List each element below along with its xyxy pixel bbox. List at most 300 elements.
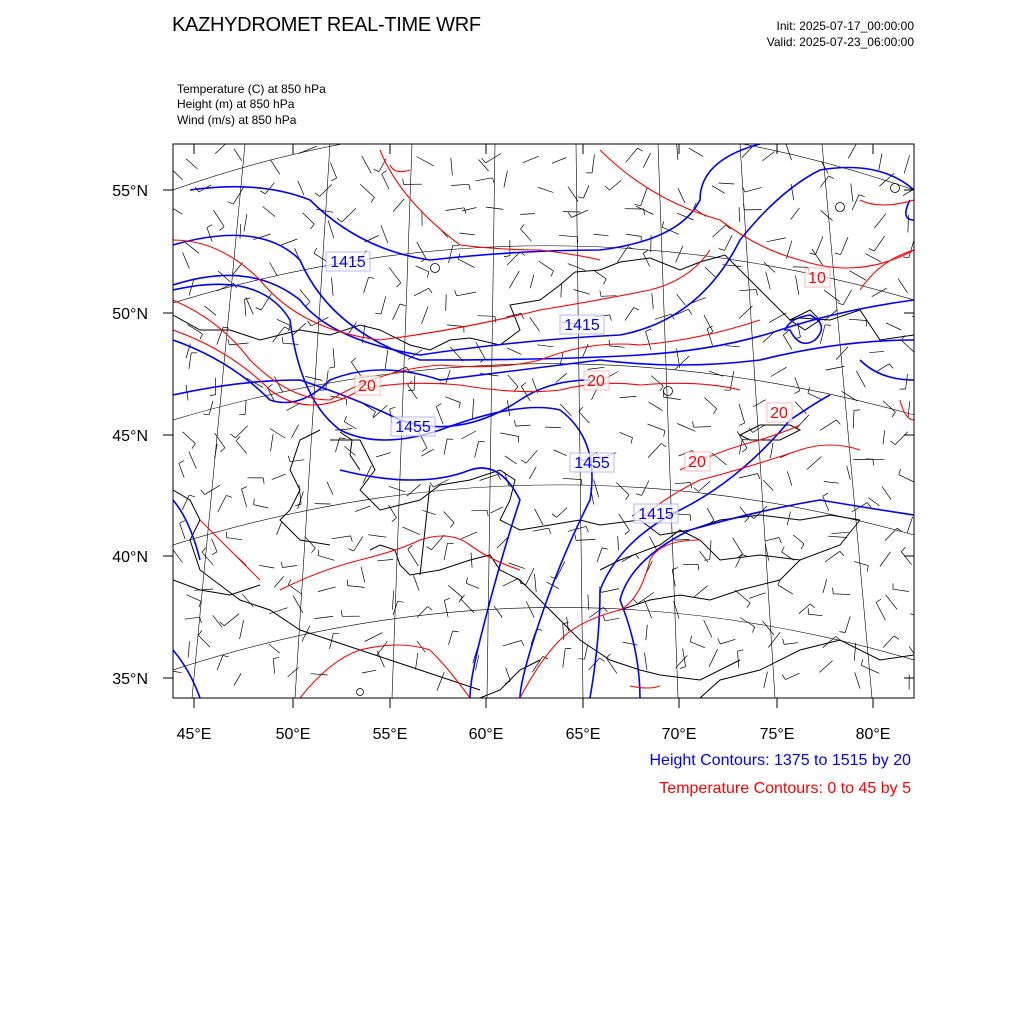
wind-barb <box>526 568 534 585</box>
wind-barb <box>509 563 525 569</box>
wind-barb-flag <box>192 444 195 449</box>
lat-label: 50°N <box>112 306 148 323</box>
wind-barb <box>694 586 707 597</box>
wind-barb-flag <box>713 409 716 414</box>
wind-barb <box>229 343 248 345</box>
lon-label: 75°E <box>759 726 795 743</box>
wind-barb <box>480 474 498 480</box>
wind-barb <box>461 532 477 539</box>
wind-barb <box>766 272 771 290</box>
wind-barb-flag <box>210 395 216 396</box>
wind-barb <box>649 402 663 410</box>
wind-barb-flag <box>450 523 454 528</box>
wind-barb <box>273 659 274 674</box>
wind-barb <box>393 199 404 212</box>
field-wind-label: Wind (m/s) at 850 hPa <box>177 113 297 127</box>
wind-barb <box>461 431 476 439</box>
wind-barb-flag <box>782 675 785 680</box>
wind-barb <box>355 506 370 512</box>
wind-barb-flag <box>273 657 279 658</box>
wind-barb <box>209 401 213 415</box>
wind-barb <box>290 460 304 462</box>
wind-barb <box>823 579 827 593</box>
wind-barb <box>246 297 253 314</box>
wind-barb-flag <box>179 461 184 464</box>
wind-barb-flag <box>398 601 404 602</box>
wind-barb-flag <box>604 279 607 284</box>
wind-barb <box>277 319 290 325</box>
wind-barb <box>767 238 786 242</box>
wind-barb <box>269 644 280 653</box>
wind-barb-flag <box>430 482 434 487</box>
wind-barb <box>739 290 756 291</box>
wind-barbs <box>162 140 930 690</box>
wind-barb <box>787 471 792 485</box>
wind-barb-flag <box>427 547 432 550</box>
wind-barb-flag <box>469 184 470 190</box>
wind-barb-flag <box>586 526 588 532</box>
wind-barb-flag <box>600 658 605 661</box>
wind-barb <box>820 420 836 430</box>
wind-barb <box>281 239 297 245</box>
wind-barb <box>674 539 689 540</box>
wind-barb-flag <box>691 483 692 489</box>
wind-barb <box>433 480 448 488</box>
wind-barb-flag <box>901 547 905 551</box>
wind-barb <box>828 536 847 537</box>
wind-barb <box>274 576 283 587</box>
wind-barb <box>437 672 444 690</box>
height-contour-label: 1455 <box>574 455 610 472</box>
wind-barb <box>393 304 400 320</box>
wind-barb <box>298 181 304 196</box>
wind-barb <box>664 397 681 400</box>
wind-barb-flag <box>810 604 815 608</box>
wind-barb-flag <box>514 387 518 392</box>
wind-barb <box>287 403 301 410</box>
wind-barb <box>535 574 537 592</box>
wind-barb <box>883 636 894 648</box>
wind-barb <box>362 156 372 174</box>
wind-barb-flag <box>892 412 895 417</box>
wind-barb <box>213 615 222 627</box>
wind-barb <box>183 432 196 444</box>
wind-barb <box>271 434 274 451</box>
wind-barb-flag <box>894 636 899 639</box>
wind-barb <box>812 249 823 265</box>
wind-barb-flag <box>487 510 488 516</box>
wind-barb <box>677 294 686 305</box>
wind-barb <box>594 480 599 498</box>
wind-barb <box>361 567 365 583</box>
wind-barb <box>914 509 927 522</box>
wind-barb <box>476 342 485 359</box>
wind-barb-flag <box>369 277 375 278</box>
wind-barb-flag <box>662 221 664 227</box>
wind-barb-flag <box>198 631 202 636</box>
wind-barb <box>561 283 562 298</box>
wind-barb-flag <box>289 325 291 331</box>
wind-barb-flag <box>318 550 319 556</box>
wind-barb <box>217 656 223 671</box>
wind-barb <box>719 183 735 184</box>
wind-barb <box>368 535 387 538</box>
wind-barb-flag <box>636 494 642 496</box>
wind-barb <box>704 620 712 638</box>
wind-barb-flag <box>341 610 342 616</box>
wind-barb-flag <box>693 421 694 427</box>
wind-barb-flag <box>228 202 234 204</box>
wind-barb <box>444 600 448 617</box>
wind-barb-flag <box>890 441 895 445</box>
wind-barb <box>364 277 369 293</box>
wind-barb-flag <box>689 309 692 314</box>
wind-barb <box>909 240 914 258</box>
wind-barb <box>676 246 683 262</box>
wind-barb <box>883 430 885 444</box>
wind-barb <box>166 204 183 214</box>
wind-barb <box>843 290 851 305</box>
wind-barb <box>842 391 858 401</box>
wind-barb <box>885 528 897 540</box>
wind-barb <box>381 296 386 314</box>
wind-barb-flag <box>429 288 433 293</box>
wind-barb <box>259 565 274 568</box>
wind-barb <box>899 475 914 482</box>
wind-barb <box>557 508 568 518</box>
wind-barb <box>187 324 202 334</box>
temperature-contours-note: Temperature Contours: 0 to 45 by 5 <box>659 780 911 797</box>
wind-barb <box>318 587 336 592</box>
wind-barb <box>330 163 336 178</box>
wind-barb <box>202 552 214 565</box>
wind-barb <box>520 214 535 215</box>
wind-barb-flag <box>482 158 486 163</box>
wind-barb <box>332 278 334 296</box>
wind-barb <box>795 377 800 391</box>
wind-barb <box>377 559 393 561</box>
wind-barb <box>240 620 244 639</box>
wind-barb <box>771 367 787 376</box>
wind-barb-flag <box>311 548 315 553</box>
wind-barb <box>417 157 434 166</box>
wind-barb <box>583 185 589 198</box>
temperature-contour-label: 10 <box>808 270 826 287</box>
wind-barb <box>327 482 333 495</box>
wind-barb <box>179 463 184 477</box>
wind-barb <box>162 669 182 672</box>
wind-barb-flag <box>455 290 457 296</box>
wind-barb <box>530 317 540 331</box>
wind-barb <box>236 441 247 454</box>
wind-barb-flag <box>747 603 750 608</box>
wind-barb-flag <box>690 515 691 521</box>
valid-time: Valid: 2025-07-23_06:00:00 <box>766 35 914 49</box>
wind-barb <box>850 271 866 281</box>
wind-barb <box>585 645 588 659</box>
wind-barb-flag <box>568 212 571 217</box>
wind-barb <box>906 374 908 389</box>
wind-barb <box>274 376 283 392</box>
wind-barb-flag <box>200 334 203 339</box>
wind-barb <box>876 603 885 621</box>
wind-barb-flag <box>779 538 781 544</box>
wind-barb <box>413 575 419 590</box>
wind-barb <box>332 536 351 539</box>
wind-barb-flag <box>408 381 413 385</box>
wind-barb-flag <box>631 438 633 444</box>
wind-barb <box>414 376 415 391</box>
wind-barb-flag <box>212 552 217 555</box>
wind-barb-flag <box>453 631 459 632</box>
wind-barb-flag <box>606 654 610 658</box>
wind-barb <box>907 517 913 533</box>
wind-barb <box>277 522 282 535</box>
wind-barb <box>836 347 848 360</box>
wind-barb-flag <box>664 431 665 437</box>
wind-barb <box>880 552 891 567</box>
wind-barb <box>709 649 718 667</box>
wind-barb-flag <box>579 659 585 660</box>
wind-barb-flag <box>444 598 450 600</box>
wind-barb <box>594 270 607 279</box>
wind-barb <box>841 237 849 254</box>
wind-barb <box>244 214 247 231</box>
wind-barb <box>521 229 532 241</box>
wind-barb <box>825 551 840 562</box>
wind-barb <box>638 592 654 603</box>
wind-barb <box>704 398 716 409</box>
wind-barb <box>700 551 709 562</box>
wind-barb <box>735 590 750 603</box>
wind-barb-flag <box>226 495 232 497</box>
wind-barb <box>494 606 502 618</box>
wind-barb <box>674 601 680 619</box>
wind-barb <box>526 602 534 618</box>
wind-barb <box>796 276 799 295</box>
wind-barb <box>351 362 361 376</box>
wind-barb <box>242 594 253 607</box>
wind-barb <box>320 184 332 196</box>
wind-barb <box>473 399 474 418</box>
wind-barb <box>764 262 775 272</box>
wind-barb <box>533 528 549 531</box>
wind-barb <box>698 481 710 491</box>
wind-barb-flag <box>281 562 283 568</box>
wind-barb <box>778 585 793 594</box>
wind-barb <box>833 594 850 595</box>
wind-barb <box>270 429 285 439</box>
wind-barb-flag <box>231 434 236 438</box>
wind-barb-flag <box>436 404 441 407</box>
wind-barb <box>579 412 589 423</box>
wind-barb <box>605 618 619 621</box>
wind-barb-flag <box>521 224 525 229</box>
wind-barb <box>753 400 766 407</box>
wind-barb <box>504 171 508 188</box>
wind-barb <box>457 292 476 296</box>
wind-barb-flag <box>306 302 310 307</box>
wind-barb <box>620 432 633 437</box>
wind-barb <box>720 639 735 644</box>
wind-barb-flag <box>859 195 865 197</box>
wind-barb-flag <box>758 474 760 480</box>
wind-barb <box>847 466 851 480</box>
wind-barb-flag <box>603 615 605 621</box>
wind-barb-flag <box>382 171 387 174</box>
wind-barb <box>408 549 419 566</box>
wind-barb <box>618 536 619 550</box>
lat-label: 40°N <box>112 549 148 566</box>
wind-barb-flag <box>495 316 496 322</box>
wind-barb-flag <box>408 545 413 549</box>
wind-barb <box>227 538 242 540</box>
wind-barb <box>704 315 713 331</box>
wind-barb <box>563 478 582 479</box>
wind-barb <box>479 160 489 172</box>
wind-barb-flag <box>375 313 381 314</box>
wind-barb-flag <box>738 650 744 651</box>
wind-barb <box>689 148 703 157</box>
wind-barb <box>475 178 492 181</box>
wind-barb <box>245 400 246 414</box>
wind-barb <box>291 425 298 439</box>
wind-barb <box>234 673 241 685</box>
wind-barb-flag <box>825 325 831 326</box>
wind-barb-flag <box>605 186 610 190</box>
wind-barb <box>592 154 594 173</box>
temperature-contour-label: 20 <box>358 378 376 395</box>
height-contour-label: 1415 <box>564 317 600 334</box>
wind-barb <box>381 225 388 243</box>
wind-barb <box>784 643 798 645</box>
wind-barb <box>234 149 242 161</box>
wind-barb-flag <box>202 548 206 553</box>
wind-barb <box>185 617 200 619</box>
wind-barb <box>354 536 363 551</box>
wind-barb <box>739 404 745 423</box>
wind-barb <box>245 299 246 316</box>
wind-barb-flag <box>782 547 785 552</box>
wind-barb-flag <box>521 641 524 646</box>
wind-barb <box>583 344 589 357</box>
wind-barb-flag <box>521 460 526 463</box>
wind-barb <box>886 323 901 330</box>
wind-barb-flag <box>867 503 871 508</box>
wind-barb <box>763 480 773 490</box>
wind-barb <box>382 174 389 189</box>
wind-barb <box>912 316 929 323</box>
wind-barb <box>303 213 315 224</box>
wind-barb-flag <box>575 535 576 541</box>
wind-barb <box>446 208 465 211</box>
wind-barb <box>446 370 451 384</box>
wind-barb <box>749 593 766 599</box>
wind-barb-flag <box>295 504 301 506</box>
wind-barb <box>423 510 436 514</box>
wind-barb <box>235 426 247 438</box>
wind-barb <box>648 424 666 431</box>
wind-barb-flag <box>742 555 748 557</box>
wind-barb <box>523 156 539 163</box>
wind-barb <box>901 340 913 351</box>
wind-barb <box>730 371 734 390</box>
wind-barb <box>407 484 421 496</box>
wind-barb <box>300 290 310 302</box>
wind-barb <box>870 351 885 352</box>
wind-barb-flag <box>549 528 551 534</box>
wind-barb <box>344 422 356 429</box>
wind-barb-flag <box>876 599 881 603</box>
wind-barb <box>475 441 479 457</box>
wind-barb <box>326 370 329 390</box>
wind-barb <box>360 184 374 197</box>
wind-barb <box>793 535 804 544</box>
wind-barb <box>417 242 426 259</box>
wind-barb <box>233 187 243 204</box>
wind-barb-flag <box>268 384 273 388</box>
lon-label: 80°E <box>855 726 891 743</box>
wind-barb-flag <box>552 514 557 518</box>
wind-barb-flag <box>245 298 251 299</box>
wind-barb <box>623 642 638 645</box>
wind-barb <box>554 450 567 456</box>
wind-barb-flag <box>795 391 800 394</box>
wind-barb <box>389 267 401 283</box>
wind-barb <box>646 625 647 640</box>
wind-barb-flag <box>374 169 380 171</box>
wind-barb-flag <box>428 607 433 611</box>
wind-barb-flag <box>635 205 641 206</box>
wind-barb <box>594 234 609 236</box>
wind-barb-flag <box>829 176 834 179</box>
wind-barb-flag <box>690 636 692 642</box>
wind-barb <box>795 402 806 414</box>
wind-barb <box>856 371 865 387</box>
wind-barb <box>821 210 833 220</box>
wind-barb <box>824 290 840 302</box>
wind-barb <box>576 539 595 540</box>
wind-barb <box>601 296 617 297</box>
wind-barb <box>712 186 725 194</box>
wind-barb <box>855 672 860 688</box>
wind-barb <box>652 293 654 308</box>
wind-barb <box>507 348 521 355</box>
wind-barb <box>500 433 519 437</box>
wind-barb <box>768 632 780 647</box>
wind-barb <box>816 237 823 255</box>
wind-barb <box>707 329 712 346</box>
wind-barb <box>314 616 333 618</box>
lon-label: 55°E <box>372 726 408 743</box>
wind-barb-flag <box>221 448 225 452</box>
wind-barb <box>556 373 567 382</box>
wind-barb <box>218 495 227 512</box>
wind-barb <box>537 345 553 347</box>
wind-barb <box>449 631 453 645</box>
wind-barb-flag <box>756 290 757 296</box>
wind-barb <box>328 221 334 239</box>
wind-barb <box>180 523 186 539</box>
wind-barb <box>909 646 917 658</box>
wind-barb-flag <box>600 290 601 296</box>
wind-barb-flag <box>351 358 355 362</box>
wind-barb <box>808 393 823 400</box>
wind-barb-flag <box>201 490 205 495</box>
wind-barb-flag <box>660 386 663 391</box>
wind-barb <box>785 673 799 679</box>
wind-barb-flag <box>256 308 262 311</box>
